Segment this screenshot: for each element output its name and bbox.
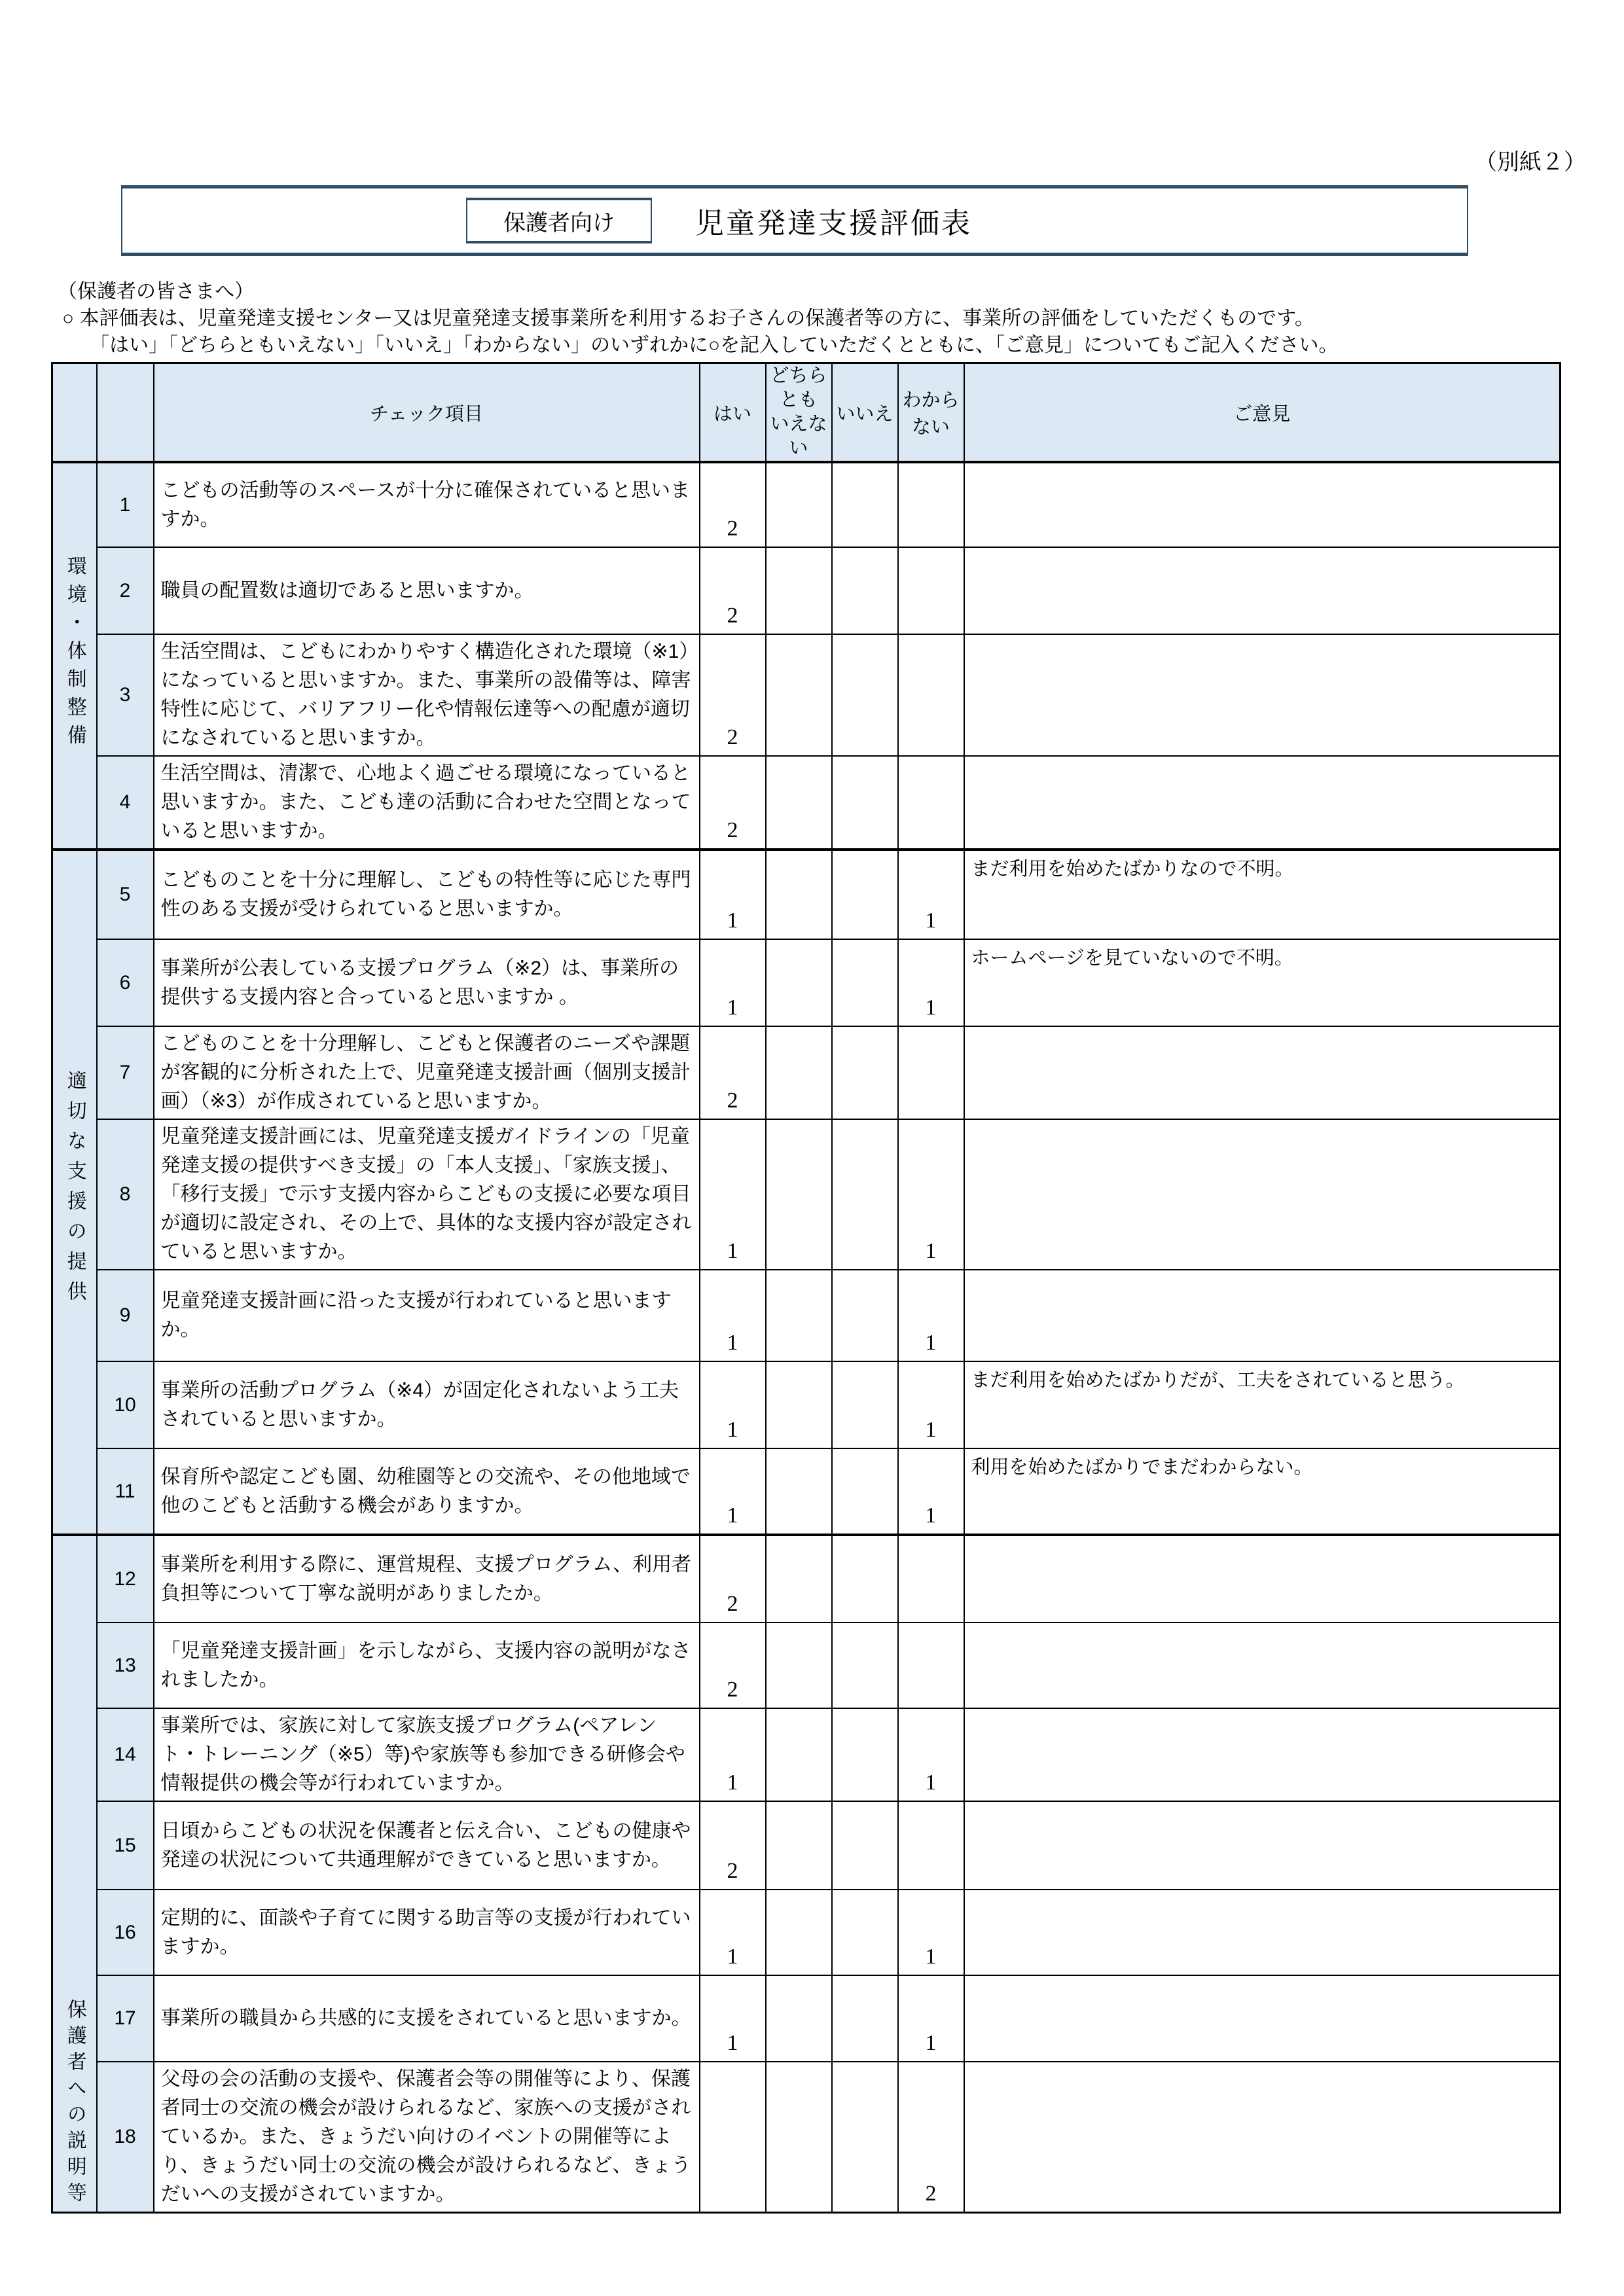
answer-neither-cell	[766, 850, 832, 939]
answer-neither-cell	[766, 1801, 832, 1890]
answer-no-cell	[832, 1026, 898, 1119]
greeting-line: （保護者の皆さまへ）	[58, 281, 254, 302]
answer-unknown-cell: 1	[898, 1361, 964, 1448]
row-number: 4	[97, 756, 154, 850]
table-row	[52, 1535, 1561, 1623]
answer-no-cell	[832, 1535, 898, 1623]
question-cell: 児童発達支援計画には、児童発達支援ガイドラインの「児童発達支援の提供すべき支援」の「本人支援」、「家族支援」、「移行支援」で示す支援内容からこどもの支援に必要な項目が適切に設定され、その上で、具体的な支援内容が設定されていると思いますか。	[154, 1119, 700, 1270]
answer-no-cell	[832, 756, 898, 850]
table-row	[52, 1361, 1561, 1448]
answer-neither-cell	[766, 1535, 832, 1623]
answer-neither-cell	[766, 939, 832, 1026]
answer-unknown-cell: 1	[898, 1708, 964, 1801]
header-neither: どちらとも いえない	[766, 363, 832, 463]
row-number: 3	[97, 634, 154, 756]
question-cell	[154, 462, 700, 547]
answer-yes-cell: 2	[700, 634, 766, 756]
question-cell: 「児童発達支援計画」を示しながら、支援内容の説明がなされましたか。	[154, 1623, 700, 1708]
question-cell: 生活空間は、清潔で、心地よく過ごせる環境になっていると思いますか。また、こども達の活動に合わせた空間となっていると思いますか。	[154, 756, 700, 850]
answer-no-cell	[832, 462, 898, 547]
answer-no-cell	[832, 1975, 898, 2062]
row-number: 11	[97, 1448, 154, 1535]
answer-yes-cell: 1	[700, 850, 766, 939]
question-cell: 児童発達支援計画に沿った支援が行われていると思いますか。	[154, 1270, 700, 1361]
table-row	[52, 1975, 1561, 2062]
answer-unknown-cell	[898, 634, 964, 756]
header-check-item: チェック項目	[154, 363, 700, 463]
category-cell	[52, 462, 97, 850]
answer-no-cell	[832, 1448, 898, 1535]
header-yes: はい	[700, 363, 766, 463]
answer-yes-cell: 1	[700, 1975, 766, 2062]
comment-cell	[964, 1708, 1561, 1801]
comment-cell	[964, 1801, 1561, 1890]
table-row	[52, 1026, 1561, 1119]
row-number: 7	[97, 1026, 154, 1119]
row-number: 15	[97, 1801, 154, 1890]
row-number: 14	[97, 1708, 154, 1801]
answer-unknown-cell: 1	[898, 1975, 964, 2062]
comment-cell: ホームページを見ていないので不明。	[964, 939, 1561, 1026]
header-category	[52, 363, 97, 463]
answer-no-cell	[832, 1623, 898, 1708]
answer-yes-cell: 1	[700, 1361, 766, 1448]
answer-no-cell	[832, 850, 898, 939]
answer-unknown-cell	[898, 756, 964, 850]
answer-yes-cell: 2	[700, 1026, 766, 1119]
header-no: いいえ	[832, 363, 898, 463]
comment-cell	[964, 1119, 1561, 1270]
table-row	[52, 1448, 1561, 1535]
comment-cell: まだ利用を始めたばかりなので不明。	[964, 850, 1561, 939]
answer-neither-cell	[766, 756, 832, 850]
category-cell	[52, 850, 97, 1535]
answer-neither-cell	[766, 2062, 832, 2213]
answer-no-cell	[832, 1801, 898, 1890]
answer-no-cell	[832, 547, 898, 634]
answer-neither-cell	[766, 462, 832, 547]
attachment-note: （別紙２）	[1475, 150, 1586, 175]
table-row	[52, 2062, 1561, 2213]
answer-neither-cell	[766, 1119, 832, 1270]
table-row	[52, 1801, 1561, 1890]
answer-unknown-cell	[898, 1623, 964, 1708]
answer-no-cell	[832, 1361, 898, 1448]
answer-unknown-cell: 1	[898, 850, 964, 939]
table-row	[52, 756, 1561, 850]
question-cell: 定期的に、面談や子育てに関する助言等の支援が行われていますか。	[154, 1890, 700, 1975]
comment-cell	[964, 1270, 1561, 1361]
answer-neither-cell	[766, 1270, 832, 1361]
category-label: 環境・体制整備	[63, 556, 86, 753]
row-number: 17	[97, 1975, 154, 2062]
question-cell: 事業所の職員から共感的に支援をされていると思いますか。	[154, 1975, 700, 2062]
comment-cell: まだ利用を始めたばかりだが、工夫をされていると思う。	[964, 1361, 1561, 1448]
answer-unknown-cell: 1	[898, 1890, 964, 1975]
intro-instruction: 「はい」「どちらともいえない」「いいえ」「わからない」のいずれかに○を記入していただくとともに、「ご意見」についてもご記入ください。	[90, 334, 1339, 356]
table-row	[52, 1270, 1561, 1361]
comment-cell	[964, 2062, 1561, 2213]
row-number: 8	[97, 1119, 154, 1270]
question-cell: 事業所では、家族に対して家族支援プログラム(ペアレント・トレーニング（※5）等)や家族等も参加できる研修会や情報提供の機会等が行われていますか。	[154, 1708, 700, 1801]
comment-cell	[964, 1975, 1561, 2062]
row-number: 2	[97, 547, 154, 634]
question-cell: 日頃からこどもの状況を保護者と伝え合い、こどもの健康や発達の状況について共通理解ができていると思いますか。	[154, 1801, 700, 1890]
form-title: 児童発達支援評価表	[695, 207, 972, 240]
header-comment: ご意見	[964, 363, 1561, 463]
table-row	[52, 1708, 1561, 1801]
answer-no-cell	[832, 634, 898, 756]
answer-yes-cell	[700, 2062, 766, 2213]
answer-yes-cell: 2	[700, 547, 766, 634]
table-row	[52, 1890, 1561, 1975]
question-cell: 事業所が公表している支援プログラム（※2）は、事業所の提供する支援内容と合っていると思いますか 。	[154, 939, 700, 1026]
comment-cell	[964, 756, 1561, 850]
answer-no-cell	[832, 939, 898, 1026]
answer-mark: 2	[727, 516, 738, 541]
header-number	[97, 363, 154, 463]
answer-yes-cell: 1	[700, 1890, 766, 1975]
row-number: 13	[97, 1623, 154, 1708]
answer-neither-cell	[766, 1623, 832, 1708]
row-number: 5	[97, 850, 154, 939]
answer-yes-cell: 1	[700, 1119, 766, 1270]
comment-cell	[964, 1623, 1561, 1708]
table-row	[52, 1623, 1561, 1708]
answer-yes-cell: 1	[700, 939, 766, 1026]
row-number: 16	[97, 1890, 154, 1975]
row-number: 6	[97, 939, 154, 1026]
question-cell: 事業所を利用する際に、運営規程、支援プログラム、利用者負担等について丁寧な説明がありましたか。	[154, 1535, 700, 1623]
answer-no-cell	[832, 1890, 898, 1975]
answer-unknown-cell: 1	[898, 939, 964, 1026]
answer-unknown-cell: 1	[898, 1270, 964, 1361]
comment-cell: 利用を始めたばかりでまだわからない。	[964, 1448, 1561, 1535]
answer-unknown-cell	[898, 462, 964, 547]
answer-neither-cell	[766, 1026, 832, 1119]
answer-no-cell	[832, 1270, 898, 1361]
answer-yes-cell	[700, 462, 766, 547]
answer-yes-cell: 1	[700, 1270, 766, 1361]
answer-neither-cell	[766, 634, 832, 756]
answer-neither-cell	[766, 1361, 832, 1448]
question-cell: 生活空間は、こどもにわかりやすく構造化された環境（※1）になっていると思いますか。また、事業所の設備等は、障害特性に応じて、バリアフリー化や情報伝達等への配慮が適切になされていると思いますか。	[154, 634, 700, 756]
table-row	[52, 1119, 1561, 1270]
answer-unknown-cell	[898, 1026, 964, 1119]
answer-unknown-cell: 1	[898, 1119, 964, 1270]
comment-cell	[964, 462, 1561, 547]
comment-cell	[964, 1535, 1561, 1623]
table-row	[52, 850, 1561, 939]
table-row	[52, 462, 1561, 547]
answer-no-cell	[832, 1119, 898, 1270]
answer-unknown-cell: 2	[898, 2062, 964, 2213]
intro-description: ○ 本評価表は、児童発達支援センター又は児童発達支援事業所を利用するお子さんの保護者等の方に、事業所の評価をしていただくものです。	[62, 308, 1314, 329]
question-cell: こどものことを十分理解し、こどもと保護者のニーズや課題が客観的に分析された上で、児童発達支援計画（個別支援計画）（※3）が作成されていると思いますか。	[154, 1026, 700, 1119]
question-cell: こどものことを十分に理解し、こどもの特性等に応じた専門性のある支援が受けられていると思いますか。	[154, 850, 700, 939]
answer-yes-cell: 1	[700, 1708, 766, 1801]
answer-neither-cell	[766, 1708, 832, 1801]
answer-neither-cell	[766, 1890, 832, 1975]
answer-yes-cell: 2	[700, 756, 766, 850]
row-number: 12	[97, 1535, 154, 1623]
comment-cell	[964, 547, 1561, 634]
question-cell: 父母の会の活動の支援や、保護者会等の開催等により、保護者同士の交流の機会が設けられるなど、家族への支援がされているか。また、きょうだい向けのイベントの開催等により、きょうだい同士の交流の機会が設けられるなど、きょうだいへの支援がされていますか。	[154, 2062, 700, 2213]
answer-yes-cell: 2	[700, 1623, 766, 1708]
answer-yes-cell: 2	[700, 1801, 766, 1890]
comment-cell	[964, 634, 1561, 756]
row-number: 10	[97, 1361, 154, 1448]
table-row	[52, 634, 1561, 756]
category-cell	[52, 1535, 97, 2213]
comment-cell	[964, 1026, 1561, 1119]
answer-neither-cell	[766, 1975, 832, 2062]
answer-unknown-cell: 1	[898, 1448, 964, 1535]
answer-unknown-cell	[898, 1535, 964, 1623]
table-row	[52, 547, 1561, 634]
row-number: 1	[97, 462, 154, 547]
category-label: 適切な支援の提供	[63, 1070, 86, 1311]
question-cell: 保育所や認定こども園、幼稚園等との交流や、その他地域で他のこどもと活動する機会がありますか。	[154, 1448, 700, 1535]
question-cell: 事業所の活動プログラム（※4）が固定化されないよう工夫されていると思いますか。	[154, 1361, 700, 1448]
question-text: こどもの活動等のスペースが十分に確保されていると思いますか。	[160, 479, 690, 530]
answer-yes-cell: 2	[700, 1535, 766, 1623]
audience-badge: 保護者向け	[466, 198, 652, 243]
answer-no-cell	[832, 2062, 898, 2213]
question-cell: 職員の配置数は適切であると思いますか。	[154, 547, 700, 634]
evaluation-table	[51, 362, 1561, 2214]
category-label: 保護者への説明等	[63, 1999, 86, 2208]
answer-neither-cell	[766, 547, 832, 634]
answer-no-cell	[832, 1708, 898, 1801]
comment-text	[965, 463, 1560, 474]
comment-cell	[964, 1890, 1561, 1975]
answer-yes-cell: 1	[700, 1448, 766, 1535]
answer-neither-cell	[766, 1448, 832, 1535]
row-number: 9	[97, 1270, 154, 1361]
answer-unknown-cell	[898, 547, 964, 634]
table-row	[52, 939, 1561, 1026]
answer-unknown-cell	[898, 1801, 964, 1890]
header-unknown: わからない	[898, 363, 964, 463]
row-number: 18	[97, 2062, 154, 2213]
